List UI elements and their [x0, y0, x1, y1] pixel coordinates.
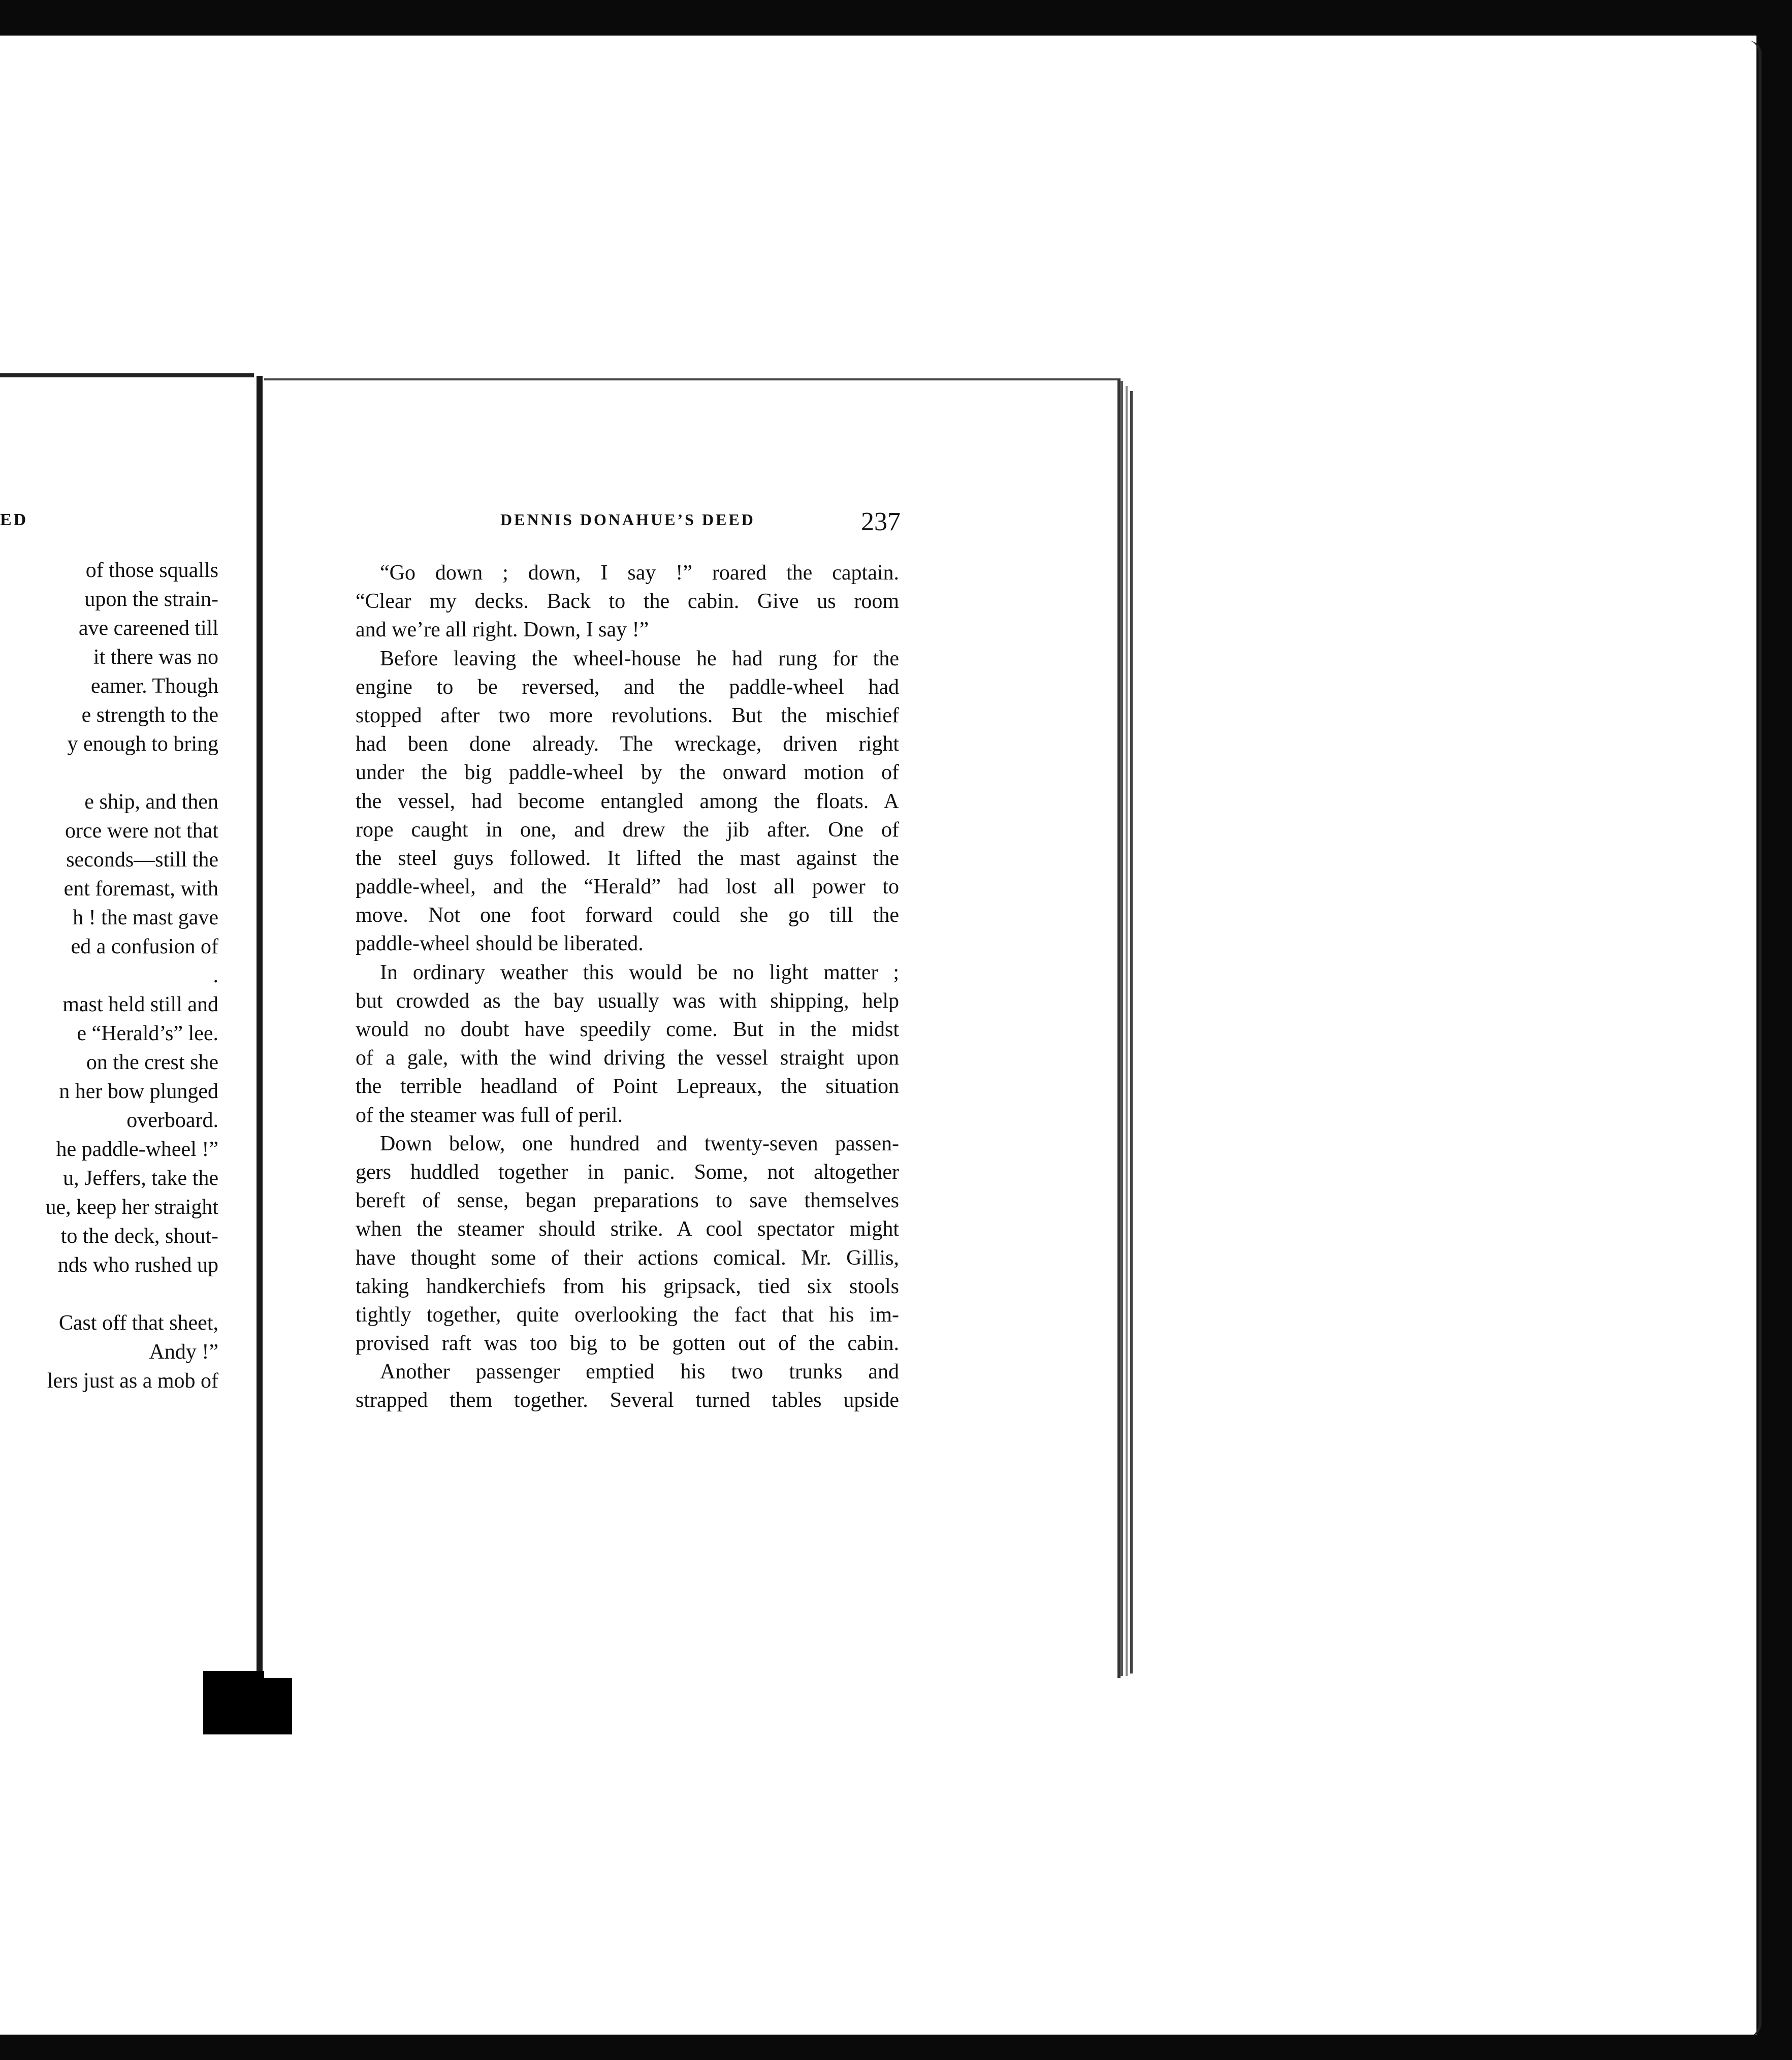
text-line: ave careened till [78, 617, 218, 640]
text-line: the steel guys followed. It lifted the mast against the [356, 846, 899, 870]
text-line: it there was no [93, 646, 218, 669]
text-line: seconds—still the [66, 848, 218, 872]
body-text [356, 559, 899, 1415]
text-line: eamer. Though [90, 674, 218, 698]
text-line: e ship, and then [84, 790, 218, 814]
scan-edge-curve [1748, 41, 1762, 2037]
text-line: paddle-wheel should be liberated. [356, 932, 644, 956]
text-line: move. Not one foot forward could she go till the [356, 904, 899, 927]
text-line: ed a confusion of [71, 935, 218, 958]
text-line: of a gale, with the wind driving the vessel straight upon [356, 1046, 899, 1070]
text-line: n her bow plunged [59, 1080, 218, 1103]
text-line: e strength to the [81, 703, 218, 727]
text-line: gers huddled together in panic. Some, not altogether [356, 1160, 899, 1184]
page-edge-stack [1126, 386, 1128, 1676]
text-line: In ordinary weather this would be no light matter ; [380, 960, 899, 984]
text-line: the terrible headland of Point Lepreaux, the situation [356, 1075, 899, 1099]
text-line: u, Jeffers, take the [63, 1167, 218, 1190]
running-head: DENNIS DONAHUE’S DEED [500, 510, 755, 529]
text-line: Another passenger emptied his two trunks and [380, 1360, 899, 1384]
text-line: engine to be reversed, and the paddle-wheel had [356, 675, 899, 699]
text-line: of the steamer was full of peril. [356, 1103, 623, 1127]
left-page-text [0, 556, 218, 1396]
text-line [0, 1280, 218, 1309]
text-line: bereft of sense, began preparations to save themselves [356, 1189, 899, 1213]
left-page-top-edge [0, 373, 254, 377]
text-line: Before leaving the wheel-house he had rung for the [380, 647, 899, 670]
gutter-dark-block [203, 1671, 292, 1734]
text-line: he paddle-wheel !” [56, 1138, 218, 1161]
text-line: “Clear my decks. Back to the cabin. Give us room [356, 590, 899, 614]
scan-border-top [0, 0, 1792, 36]
text-line: would no doubt have speedily come. But in the midst [356, 1018, 899, 1041]
text-line: overboard. [126, 1109, 218, 1132]
text-line: tightly together, quite overlooking the fact that his im- [356, 1303, 899, 1327]
text-line: provised raft was too big to be gotten out of the cabin. [356, 1332, 899, 1356]
text-line: lers just as a mob of [47, 1369, 218, 1393]
scan-border-right [1756, 0, 1792, 2060]
text-line: of those squalls [85, 559, 218, 582]
text-line: paddle-wheel, and the “Herald” had lost all power to [356, 875, 899, 899]
text-line: upon the strain- [84, 588, 218, 611]
left-running-head: ED [0, 510, 28, 529]
text-line: taking handkerchiefs from his gripsack, tied six stools [356, 1274, 899, 1298]
text-line: under the big paddle-wheel by the onward motion of [356, 761, 899, 785]
text-line: mast held still and [62, 993, 218, 1016]
text-line: strapped them together. Several turned tables upside [356, 1389, 899, 1412]
page-number: 237 [861, 507, 901, 536]
text-line: . [213, 964, 218, 987]
text-line: Down below, one hundred and twenty-seven passen- [380, 1132, 899, 1155]
text-line: orce were not that [65, 819, 218, 843]
page-edge-stack [1120, 381, 1123, 1676]
text-line: on the crest she [86, 1051, 218, 1074]
text-line: and we’re all right. Down, I say !” [356, 618, 649, 642]
text-line: nds who rushed up [57, 1253, 218, 1277]
text-line: rope caught in one, and drew the jib after. One of [356, 818, 899, 842]
scan-border-bottom [0, 2035, 1792, 2060]
text-line: h ! the mast gave [73, 906, 218, 929]
text-line: “Go down ; down, I say !” roared the captain. [380, 561, 899, 585]
text-line: have thought some of their actions comical. Mr. Gillis, [356, 1246, 899, 1270]
text-line: when the steamer should strike. A cool spectator might [356, 1217, 899, 1241]
text-line: had been done already. The wreckage, driven right [356, 732, 899, 756]
text-line: Andy !” [149, 1340, 218, 1364]
text-line: but crowded as the bay usually was with shipping, help [356, 989, 899, 1013]
text-line: ue, keep her straight [45, 1196, 218, 1219]
text-line: ent foremast, with [63, 877, 218, 900]
text-line [0, 759, 218, 788]
text-line: y enough to bring [67, 732, 218, 756]
text-line: e “Herald’s” lee. [77, 1022, 218, 1045]
page-edge-stack [1130, 391, 1133, 1673]
text-line: the vessel, had become entangled among the floats. A [356, 789, 899, 813]
book-gutter [257, 376, 263, 1722]
text-line: Cast off that sheet, [58, 1311, 218, 1335]
text-line: stopped after two more revolutions. But the mischief [356, 703, 899, 727]
text-line: to the deck, shout- [60, 1225, 218, 1248]
